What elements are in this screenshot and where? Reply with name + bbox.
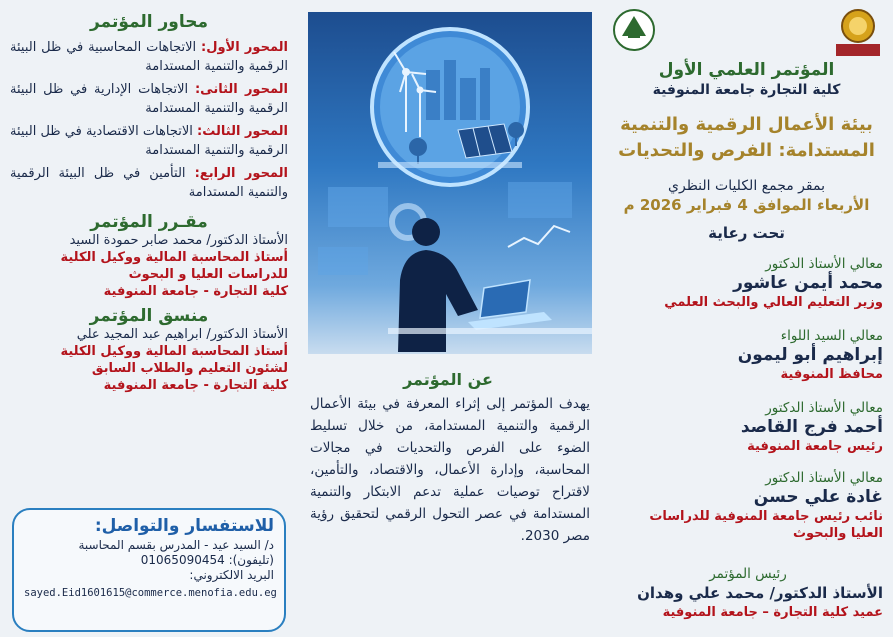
patron-name: أحمد فرج القاصد bbox=[740, 417, 883, 437]
commerce-faculty-logo bbox=[830, 6, 886, 60]
contact-email-link[interactable]: sayed.Eid1601615@commerce.menofia.edu.eg bbox=[24, 587, 277, 599]
right-panel bbox=[600, 0, 893, 637]
contact-person: د/ السيد عيد - المدرس بقسم المحاسبة bbox=[78, 538, 274, 552]
patron-title: معالي الأستاذ الدكتور bbox=[765, 256, 883, 272]
axes-title: محاور المؤتمر bbox=[89, 12, 209, 32]
rapporteur-role: كلية التجارة - جامعة المنوفية bbox=[103, 284, 288, 299]
patron-role: محافظ المنوفية bbox=[780, 367, 883, 382]
patron-role: رئيس جامعة المنوفية bbox=[747, 439, 883, 454]
patron-title: معالي الأستاذ الدكتور bbox=[765, 470, 883, 486]
axis-item-4 bbox=[10, 164, 288, 202]
sustainability-illustration bbox=[308, 12, 592, 354]
conference-theme bbox=[600, 112, 893, 164]
left-panel bbox=[0, 0, 300, 637]
patron-name: إبراهيم أبو ليمون bbox=[737, 345, 883, 365]
coordinator-role: أستاذ المحاسبة المالية ووكيل الكلية bbox=[60, 344, 288, 359]
axis-text: التأمين في ظل البيئة الرقمية والتنمية المستدامة bbox=[10, 166, 288, 200]
axis-label: المحور الثانى: bbox=[194, 82, 289, 97]
coordinator-role: لشئون التعليم والطلاب السابق bbox=[91, 361, 288, 376]
coordinator-title: منسق المؤتمر bbox=[89, 306, 209, 326]
axis-label: المحور الرابع: bbox=[194, 166, 288, 181]
president-title: رئيس المؤتمر bbox=[709, 566, 787, 582]
patron-name: محمد أيمن عاشور bbox=[733, 273, 883, 293]
contact-phone: (تليفون): 01065090454 bbox=[140, 553, 274, 567]
patron-role: نائب رئيس جامعة المنوفية للدراسات العليا والبحوث bbox=[649, 509, 883, 541]
logos-row bbox=[600, 6, 893, 62]
university-emblem-icon bbox=[606, 6, 662, 60]
about-title: عن المؤتمر bbox=[403, 370, 493, 389]
patron-1 bbox=[613, 256, 883, 311]
contact-email-label: البريد الالكتروني: bbox=[189, 568, 274, 582]
axis-item-1 bbox=[10, 38, 288, 76]
conference-date: الأربعاء الموافق 4 فبراير 2026 م bbox=[623, 196, 870, 214]
theme-line: المستدامة: الفرص والتحديات bbox=[618, 140, 875, 161]
patron-2 bbox=[613, 328, 883, 383]
about-text: يهدف المؤتمر إلى إثراء المعرفة في بيئة الأعمال الرقمية والتنمية المستدامة، من خلال تسليط الضوء على الفرص والتحديات في مجالات المحاسبة، وإدارة الأعمال، والاقتصاد، والتأمين، لاقتراح توصيات عملية تدعم الابتكار والتنمية المستدامة في عصر التحول الرقمي لتحقيق رؤية مصر 2030. bbox=[310, 396, 590, 544]
axis-label: المحور الثالث: bbox=[197, 124, 288, 139]
venue: بمقر مجمع الكليات النظري bbox=[668, 178, 825, 194]
contact-box bbox=[12, 508, 286, 632]
patron-4 bbox=[613, 470, 883, 542]
patron-role: وزير التعليم العالي والبحث العلمي bbox=[664, 295, 883, 310]
patron-title: معالي الأستاذ الدكتور bbox=[765, 400, 883, 416]
rapporteur-role: أستاذ المحاسبة المالية ووكيل الكلية bbox=[60, 250, 288, 265]
contact-title: للاستفسار والتواصل: bbox=[94, 516, 274, 536]
coordinator-role: كلية التجارة - جامعة المنوفية bbox=[103, 378, 288, 393]
rapporteur-title: مقـرر المؤتمر bbox=[90, 212, 208, 232]
president-name: الأستاذ الدكتور/ محمد علي وهدان bbox=[637, 584, 883, 602]
rapporteur-role: للدراسات العليا و البحوث bbox=[128, 267, 288, 282]
axis-item-3 bbox=[10, 122, 288, 160]
conference-president bbox=[613, 566, 883, 621]
conference-title: المؤتمر العلمي الأول bbox=[658, 60, 835, 80]
coordinator-name: الأستاذ الدكتور/ ابراهيم عبد المجيد علي bbox=[76, 327, 288, 342]
axis-text: الاتجاهات الإدارية في ظل البيئة الرقمية والتنمية المستدامة bbox=[10, 82, 288, 116]
theme-line: بيئة الأعمال الرقمية والتنمية bbox=[620, 114, 873, 135]
axis-item-2 bbox=[10, 80, 288, 118]
axis-text: الاتجاهات المحاسبية في ظل البيئة الرقمية والتنمية المستدامة bbox=[10, 40, 288, 74]
patron-3 bbox=[613, 400, 883, 455]
president-role: عميد كلية التجارة – جامعة المنوفية bbox=[662, 605, 883, 620]
patronage-title: تحت رعاية bbox=[708, 224, 785, 242]
axis-text: الاتجاهات الاقتصادية في ظل البيئة الرقمية والتنمية المستدامة bbox=[10, 124, 288, 158]
patron-title: معالي السيد اللواء bbox=[780, 328, 883, 344]
rapporteur-name: الأستاذ الدكتور/ محمد صابر حمودة السيد bbox=[69, 233, 288, 248]
hero-illustration bbox=[308, 12, 592, 354]
menofia-university-logo bbox=[606, 6, 662, 60]
patron-name: غادة علي حسن bbox=[753, 487, 883, 507]
faculty-emblem-icon bbox=[830, 6, 886, 60]
middle-panel bbox=[306, 0, 600, 637]
conference-host: كلية التجارة جامعة المنوفية bbox=[652, 82, 841, 98]
axis-label: المحور الأول: bbox=[201, 40, 288, 55]
